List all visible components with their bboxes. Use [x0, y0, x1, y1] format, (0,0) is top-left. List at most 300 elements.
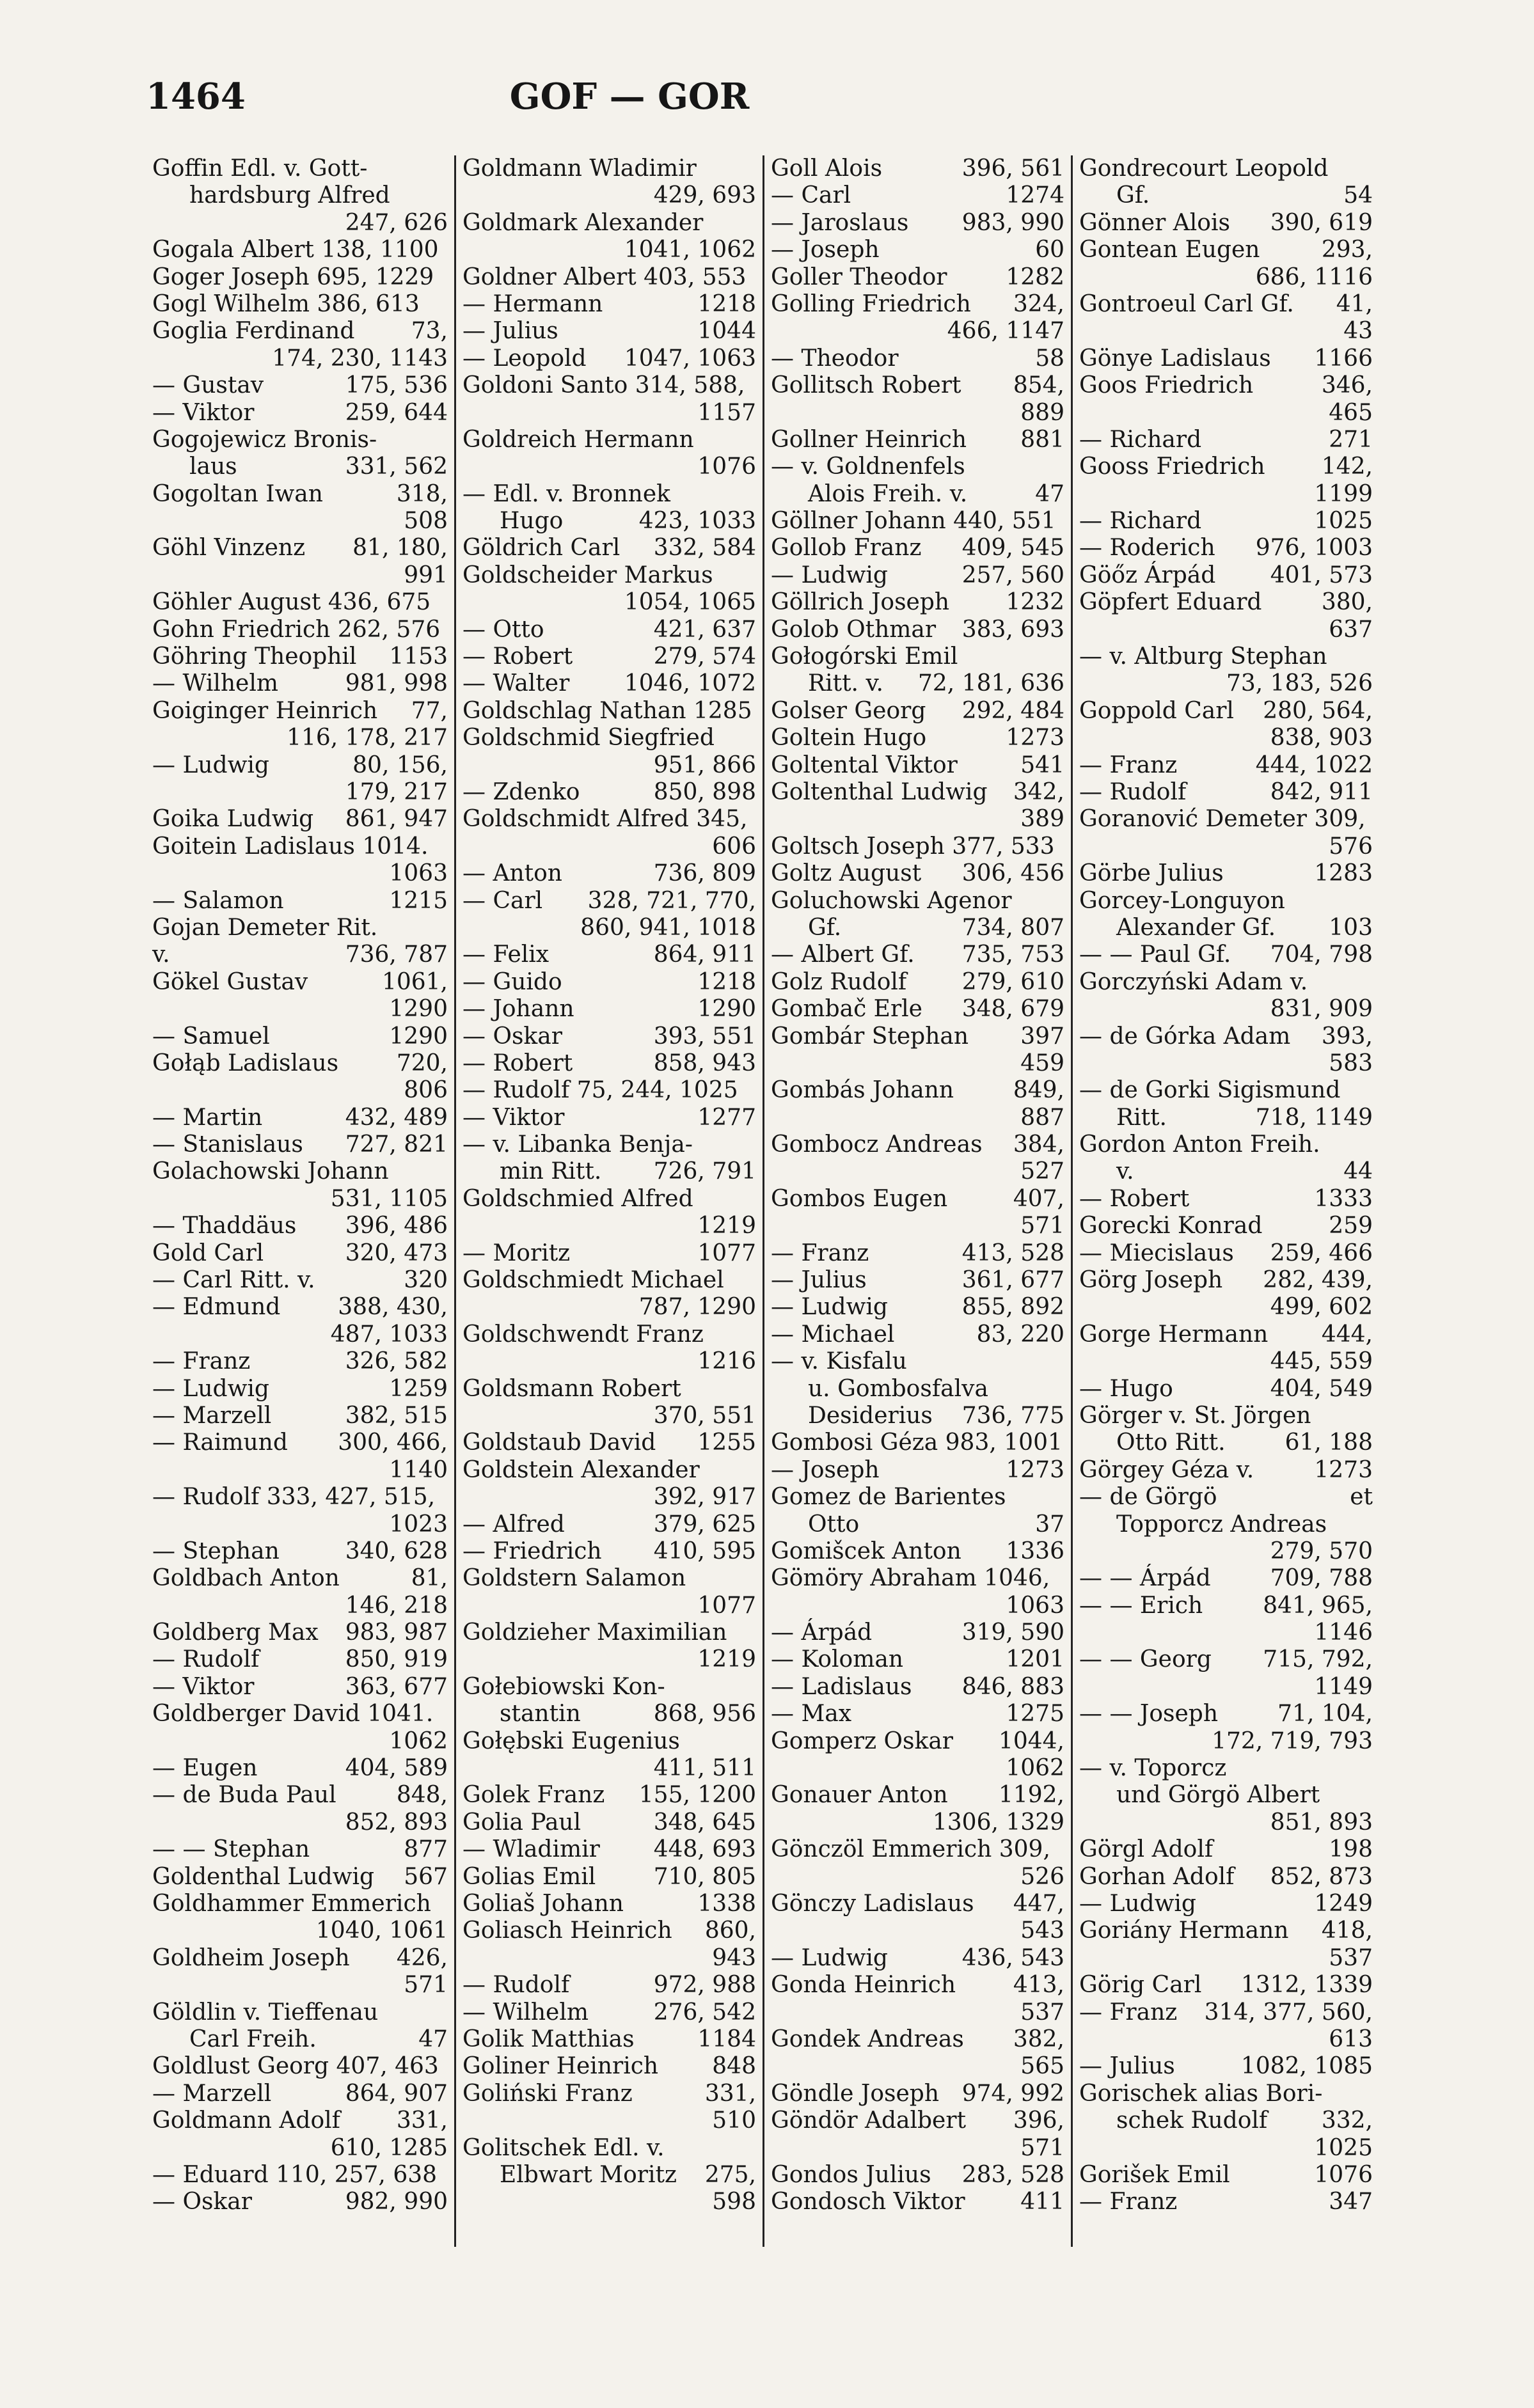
index-entry-line [463, 1593, 756, 1619]
entry-name: laus [189, 453, 237, 480]
entry-page-refs: 1290 [697, 996, 756, 1023]
index-entry-line [463, 453, 756, 480]
index-entry-line [152, 1999, 448, 2026]
index-entry-line [463, 2053, 756, 2080]
index-entry-line [152, 508, 448, 535]
index-entry-line [152, 941, 448, 968]
entry-name: — Franz [771, 1239, 869, 1266]
index-entry-line [463, 915, 756, 941]
entry-name: — Koloman [771, 1646, 904, 1673]
entry-name: — Carl Ritt. v. [152, 1267, 315, 1294]
entry-page-refs: 116, 178, 217 [287, 725, 448, 752]
index-entry-line [463, 1105, 756, 1131]
index-entry-line [771, 888, 1064, 915]
index-entry-line [152, 1131, 448, 1158]
entry-page-refs: 1025 [1314, 2134, 1373, 2161]
index-entry-line [463, 1213, 756, 1239]
index-entry-line [1079, 1294, 1373, 1321]
index-entry-line [1079, 318, 1373, 345]
index-entry-line [771, 1321, 1064, 1348]
index-entry-line [1079, 1809, 1373, 1836]
index-entry-line [771, 1348, 1064, 1375]
index-entry-line [771, 969, 1064, 996]
index-entry-line [1079, 589, 1373, 616]
index-entry-line [771, 1077, 1064, 1104]
entry-page-refs: 982, 990 [345, 2189, 448, 2215]
entry-page-refs: 1215 [389, 887, 448, 914]
index-entry-line [152, 1213, 448, 1239]
index-entry-line [463, 752, 756, 779]
index-entry-line [152, 1646, 448, 1673]
index-entry-line [463, 698, 756, 725]
entry-name: — Franz [1079, 1999, 1178, 2026]
index-entry-line [463, 2135, 756, 2162]
index-entry-line [771, 996, 1064, 1023]
index-entry-line [771, 291, 1064, 318]
entry-name: — Franz [1079, 2189, 1178, 2215]
index-entry-line [463, 1429, 756, 1456]
index-entry-line [1079, 1917, 1373, 1944]
entry-name: — v. Kisfalu [771, 1348, 907, 1375]
entry-name: Göldlin v. Tieffenau [152, 1999, 379, 2026]
entry-name: Golias Emil [463, 1863, 596, 1890]
entry-page-refs: 72, 181, 636 [917, 670, 1064, 697]
entry-name: — Michael [771, 1321, 895, 1348]
entry-name: Golek Franz [463, 1782, 605, 1809]
index-entry-line [152, 1917, 448, 1944]
index-entry-line [771, 264, 1064, 291]
entry-page-refs: 864, 907 [345, 2080, 448, 2107]
index-entry-line [771, 1429, 1064, 1456]
entry-page-refs: 328, 721, 770, [587, 887, 756, 914]
index-entry-line [463, 589, 756, 616]
index-entry-line [1079, 752, 1373, 779]
entry-name: Gooss Friedrich [1079, 453, 1265, 480]
entry-name: — Ludwig [771, 1944, 888, 1971]
entry-page-refs: 71, 104, [1277, 1701, 1373, 1727]
entry-name: Gomišcek Anton [771, 1538, 961, 1564]
index-entry-line [771, 670, 1064, 697]
entry-name: Gombár Stephan [771, 1023, 969, 1050]
entry-name: — Viktor [152, 1673, 255, 1700]
entry-page-refs: 576 [1329, 833, 1373, 860]
entry-page-refs: 306, 456 [961, 860, 1064, 887]
index-entry-line [463, 1321, 756, 1348]
entry-name: — de Görgö [1079, 1484, 1217, 1511]
entry-page-refs: 720, [396, 1050, 448, 1076]
entry-page-refs: 466, 1147 [947, 318, 1064, 345]
entry-name: — Thaddäus [152, 1213, 297, 1239]
index-entry-line [463, 318, 756, 345]
index-entry-line [463, 725, 756, 752]
entry-page-refs: 279, 570 [1270, 1538, 1373, 1564]
entry-name: Gonda Heinrich [771, 1972, 956, 1999]
entry-name: Göndle Joseph [771, 2080, 940, 2107]
entry-page-refs: 864, 911 [653, 941, 756, 968]
index-entry-line [152, 1945, 448, 1972]
entry-name: Golik Matthias [463, 2026, 635, 2052]
entry-page-refs: 1157 [697, 399, 756, 426]
entry-name: Gönye Ladislaus [1079, 345, 1271, 372]
index-entry-line [771, 1674, 1064, 1701]
index-entry-line [463, 1511, 756, 1538]
entry-name: — — Paul Gf. [1079, 941, 1231, 968]
entry-page-refs: 47 [1035, 480, 1064, 507]
entry-name: — Alfred [463, 1511, 565, 1538]
index-entry-line [152, 237, 448, 264]
entry-name: stantin [500, 1701, 581, 1727]
entry-name: Gombocz Andreas [771, 1131, 983, 1158]
index-entry-line [771, 1538, 1064, 1565]
entry-page-refs: 686, 1116 [1255, 264, 1373, 290]
index-entry-line [152, 1728, 448, 1755]
entry-page-refs: 598 [712, 2189, 756, 2215]
index-entry-line [1079, 860, 1373, 887]
index-entry-line [152, 318, 448, 345]
index-entry-line [771, 562, 1064, 589]
entry-name: Goppold Carl [1079, 697, 1234, 724]
index-entry-line [1079, 1484, 1373, 1511]
index-entry-line [1079, 210, 1373, 237]
entry-name: — Roderich [1079, 535, 1215, 562]
entry-page-refs: 259, 644 [345, 399, 448, 426]
entry-page-refs: 838, 903 [1270, 725, 1373, 752]
entry-name: Otto Ritt. [1116, 1429, 1226, 1456]
index-entry-line [463, 1836, 756, 1863]
entry-page-refs: 413, 528 [961, 1239, 1064, 1266]
index-entry-line [152, 996, 448, 1023]
index-entry-line [152, 2081, 448, 2107]
entry-page-refs: 259 [1329, 1213, 1373, 1239]
entry-page-refs: 981, 998 [345, 670, 448, 697]
index-entry-line [463, 1891, 756, 1917]
entry-page-refs: 854, [1013, 372, 1064, 399]
entry-name: Gontroeul Carl Gf. [1079, 290, 1294, 317]
entry-page-refs: 951, 866 [653, 752, 756, 778]
entry-name: Goldheim Joseph [152, 1944, 350, 1971]
entry-page-refs: 347 [1329, 2189, 1373, 2215]
entry-name: Gf. [1116, 182, 1150, 209]
index-entry-line [771, 589, 1064, 616]
entry-page-refs: 1082, 1085 [1240, 2053, 1373, 2080]
entry-page-refs: 852, 873 [1270, 1863, 1373, 1890]
entry-page-refs: 44 [1343, 1158, 1373, 1185]
entry-page-refs: 889 [1020, 399, 1064, 426]
entry-name: Topporcz Andreas [1116, 1511, 1327, 1538]
entry-name: Gold Carl [152, 1239, 264, 1266]
entry-page-refs: 293, [1321, 237, 1373, 264]
index-entry-line [463, 888, 756, 915]
entry-name: — de Górka Adam [1079, 1023, 1291, 1050]
entry-name: Gomperz Oskar [771, 1727, 954, 1754]
entry-name: Gollner Heinrich [771, 426, 967, 453]
entry-page-refs: 991 [404, 562, 448, 588]
entry-page-refs: 1275 [1006, 1701, 1064, 1727]
entry-name: Goliasch Heinrich [463, 1917, 672, 1944]
entry-name: v. [152, 941, 170, 968]
entry-page-refs: 543 [1020, 1917, 1064, 1944]
entry-name: Goldstein Alexander [463, 1456, 700, 1483]
index-entry-line [152, 291, 448, 318]
index-entry-line [463, 427, 756, 453]
index-entry-line [152, 1023, 448, 1050]
index-entry-line [1079, 1186, 1373, 1213]
entry-page-refs: 831, 909 [1270, 996, 1373, 1023]
index-entry-line [1079, 1728, 1373, 1755]
entry-name: Göhring Theophil [152, 643, 357, 670]
entry-page-refs: 280, 564, [1263, 697, 1373, 724]
index-entry-line [463, 1023, 756, 1050]
index-entry-line [463, 806, 756, 833]
entry-name: Gombač Erle [771, 996, 922, 1023]
entry-name: Goiginger Heinrich [152, 697, 378, 724]
entry-page-refs: 300, 466, [338, 1429, 448, 1456]
index-entry-line [771, 725, 1064, 752]
index-entry-line [463, 182, 756, 209]
entry-page-refs: 77, [411, 697, 448, 724]
index-entry-line [771, 1105, 1064, 1131]
entry-page-refs: 842, 911 [1270, 778, 1373, 805]
entry-name: Gorišek Emil [1079, 2161, 1230, 2188]
index-entry-line [463, 1864, 756, 1891]
entry-page-refs: 718, 1149 [1255, 1104, 1373, 1131]
entry-page-refs: 983, 990 [961, 209, 1064, 236]
index-entry-line [771, 1728, 1064, 1755]
entry-name: — Ludwig [152, 752, 269, 778]
entry-page-refs: 444, 1022 [1255, 752, 1373, 778]
entry-page-refs: 388, 430, [338, 1294, 448, 1321]
entry-page-refs: 1218 [697, 290, 756, 317]
index-entry-line [771, 643, 1064, 670]
index-entry-line [152, 535, 448, 562]
index-entry-line [1079, 2053, 1373, 2080]
entry-name: Goltenthal Ludwig [771, 778, 988, 805]
index-entry-line [771, 2135, 1064, 2162]
index-entry-line [463, 779, 756, 806]
index-entry-line [1079, 2081, 1373, 2107]
entry-name: Göhler August 436, 675 [152, 589, 431, 616]
entry-page-refs: 877 [404, 1836, 448, 1863]
entry-page-refs: 283, 528 [961, 2161, 1064, 2188]
index-entry-line [771, 318, 1064, 345]
entry-name: Goliner Heinrich [463, 2053, 659, 2080]
entry-name: Golling Friedrich [771, 290, 971, 317]
index-entry-line [463, 643, 756, 670]
entry-name: — Gustav [152, 372, 264, 399]
entry-page-refs: 81, [411, 1565, 448, 1592]
entry-page-refs: 1076 [697, 453, 756, 480]
entry-name: — Anton [463, 860, 562, 887]
entry-page-refs: 704, 798 [1270, 941, 1373, 968]
entry-page-refs: 787, 1290 [638, 1294, 756, 1321]
entry-page-refs: 292, 484 [961, 697, 1064, 724]
entry-page-refs: 426, [396, 1944, 448, 1971]
entry-name: — — Stephan [152, 1836, 310, 1863]
index-entry-line [1079, 1131, 1373, 1158]
entry-name: Göllner Johann 440, 551 [771, 508, 1056, 535]
index-entry-line [152, 888, 448, 915]
entry-page-refs: 393, 551 [653, 1023, 756, 1050]
entry-page-refs: 393, [1321, 1023, 1373, 1050]
index-entry-line [152, 2053, 448, 2080]
index-entry-line [152, 1836, 448, 1863]
entry-name: — — Árpád [1079, 1565, 1211, 1592]
index-entry-line [463, 1646, 756, 1673]
entry-name: Hugo [500, 508, 564, 535]
index-entry-line [152, 1864, 448, 1891]
index-entry-line [1079, 1646, 1373, 1673]
index-entry-line [152, 182, 448, 209]
index-entry-line [463, 1755, 756, 1782]
index-entry-line [152, 1321, 448, 1348]
index-entry-line [1079, 400, 1373, 427]
index-entry-line [152, 779, 448, 806]
entry-name: — Eduard 110, 257, 638 [152, 2161, 438, 2188]
entry-name: — — Georg [1079, 1646, 1212, 1673]
entry-page-refs: 332, [1321, 2107, 1373, 2134]
index-entry-line [152, 1348, 448, 1375]
index-entry-line [463, 1809, 756, 1836]
index-entry-line [463, 1565, 756, 1592]
index-entry-line [152, 1809, 448, 1836]
entry-page-refs: 527 [1020, 1158, 1064, 1185]
index-entry-line [1079, 2162, 1373, 2189]
entry-name: Gorczyński Adam v. [1079, 968, 1308, 995]
entry-name: — Rudolf 75, 244, 1025 [463, 1077, 738, 1104]
index-entry-line [1079, 291, 1373, 318]
index-entry-line [771, 1917, 1064, 1944]
index-entry-line [771, 427, 1064, 453]
index-entry-line [463, 1701, 756, 1727]
entry-page-refs: 392, 917 [653, 1484, 756, 1511]
index-entry-line [463, 1376, 756, 1403]
entry-name: Goldreich Hermann [463, 426, 694, 453]
entry-page-refs: 331, [396, 2107, 448, 2134]
index-entry-line [463, 372, 756, 399]
index-entry-line [152, 481, 448, 508]
index-entry-line [771, 1294, 1064, 1321]
index-entry-line [771, 1213, 1064, 1239]
entry-page-refs: 846, 883 [961, 1673, 1064, 1700]
index-entry-line [771, 1240, 1064, 1267]
entry-name: — Julius [463, 318, 558, 345]
index-entry-line [1079, 427, 1373, 453]
index-entry-line [463, 1674, 756, 1701]
entry-page-refs: 1044, [998, 1727, 1064, 1754]
entry-page-refs: 370, 551 [653, 1402, 756, 1429]
entry-name: — Jaroslaus [771, 209, 909, 236]
entry-page-refs: 841, 965, [1263, 1592, 1373, 1619]
index-entry-line [771, 481, 1064, 508]
index-entry-line [771, 400, 1064, 427]
index-entry-line [152, 1158, 448, 1185]
entry-page-refs: 1306, 1329 [932, 1809, 1064, 1836]
index-entry-line [1079, 1511, 1373, 1538]
entry-name: Goldbach Anton [152, 1565, 340, 1592]
entry-name: Goldner Albert 403, 553 [463, 264, 747, 290]
index-entry-line [1079, 779, 1373, 806]
index-entry-line [771, 453, 1064, 480]
entry-page-refs: 881 [1020, 426, 1064, 453]
entry-name: Gollob Franz [771, 535, 922, 562]
index-entry-line [1079, 1213, 1373, 1239]
index-entry-line [1079, 888, 1373, 915]
index-entry-line [463, 264, 756, 291]
entry-page-refs: 198 [1329, 1836, 1373, 1863]
index-entry-line [1079, 1674, 1373, 1701]
entry-name: — v. Altburg Stephan [1079, 643, 1327, 670]
entry-page-refs: 1333 [1314, 1185, 1373, 1212]
entry-page-refs: 508 [404, 508, 448, 535]
entry-page-refs: 851, 893 [1270, 1809, 1373, 1836]
entry-name: — Ladislaus [771, 1673, 912, 1700]
entry-name: Görgl Adolf [1079, 1836, 1214, 1863]
entry-name: — Árpád [771, 1619, 873, 1646]
entry-name: Goldberg Max [152, 1619, 319, 1646]
entry-name: Gogl Wilhelm 386, 613 [152, 290, 420, 317]
index-entry-line [771, 182, 1064, 209]
entry-page-refs: 806 [404, 1077, 448, 1104]
index-entry-line [771, 1972, 1064, 1999]
entry-name: — Edl. v. Bronnek [463, 480, 670, 507]
index-entry-line [152, 1050, 448, 1077]
entry-name: Goldschlag Nathan 1285 [463, 697, 752, 724]
entry-page-refs: 363, 677 [345, 1673, 448, 1700]
entry-name: Gogala Albert 138, 1100 [152, 237, 439, 264]
entry-name: — Joseph [771, 1456, 880, 1483]
entry-name: Goitein Ladislaus 1014. [152, 833, 429, 860]
entry-page-refs: 510 [712, 2107, 756, 2134]
entry-name: Gorecki Konrad [1079, 1213, 1263, 1239]
entry-name: Golser Georg [771, 697, 926, 724]
index-entry-line [152, 1267, 448, 1294]
index-entry-line [463, 237, 756, 264]
entry-page-refs: 413, [1013, 1972, 1064, 1999]
entry-page-refs: 1146 [1314, 1619, 1373, 1646]
entry-name: Gömöry Abraham 1046, [771, 1565, 1050, 1592]
entry-page-refs: 868, 956 [653, 1701, 756, 1727]
entry-name: Gołąb Ladislaus [152, 1050, 339, 1076]
index-entry-line [152, 1782, 448, 1809]
entry-name: — Eugen [152, 1755, 258, 1782]
entry-name: Gf. [808, 914, 842, 941]
entry-name: Gorischek alias Bori- [1079, 2080, 1323, 2107]
entry-name: Goriány Hermann [1079, 1917, 1289, 1944]
entry-page-refs: 146, 218 [345, 1592, 448, 1619]
entry-page-refs: 314, 377, 560, [1204, 1999, 1373, 2026]
entry-page-refs: 58 [1035, 345, 1064, 372]
index-entry-line [463, 1728, 756, 1755]
index-entry-line [771, 1864, 1064, 1891]
entry-name: Gojan Demeter Rit. [152, 914, 378, 941]
entry-page-refs: 972, 988 [653, 1972, 756, 1999]
entry-page-refs: 1192, [998, 1782, 1064, 1809]
index-entry-line [463, 210, 756, 237]
entry-page-refs: 259, 466 [1270, 1239, 1373, 1266]
index-entry-line [152, 915, 448, 941]
entry-page-refs: 571 [1020, 2134, 1064, 2161]
index-entry-line [771, 1593, 1064, 1619]
entry-name: Gondos Julius [771, 2161, 931, 2188]
index-entry-line [1079, 1105, 1373, 1131]
entry-name: Gönner Alois [1079, 209, 1230, 236]
index-entry-line [152, 1240, 448, 1267]
index-entry-line [771, 1131, 1064, 1158]
index-entry-line [152, 617, 448, 643]
entry-page-refs: 423, 1033 [638, 508, 756, 535]
entry-name: — Felix [463, 941, 550, 968]
entry-page-refs: 855, 892 [961, 1294, 1064, 1321]
